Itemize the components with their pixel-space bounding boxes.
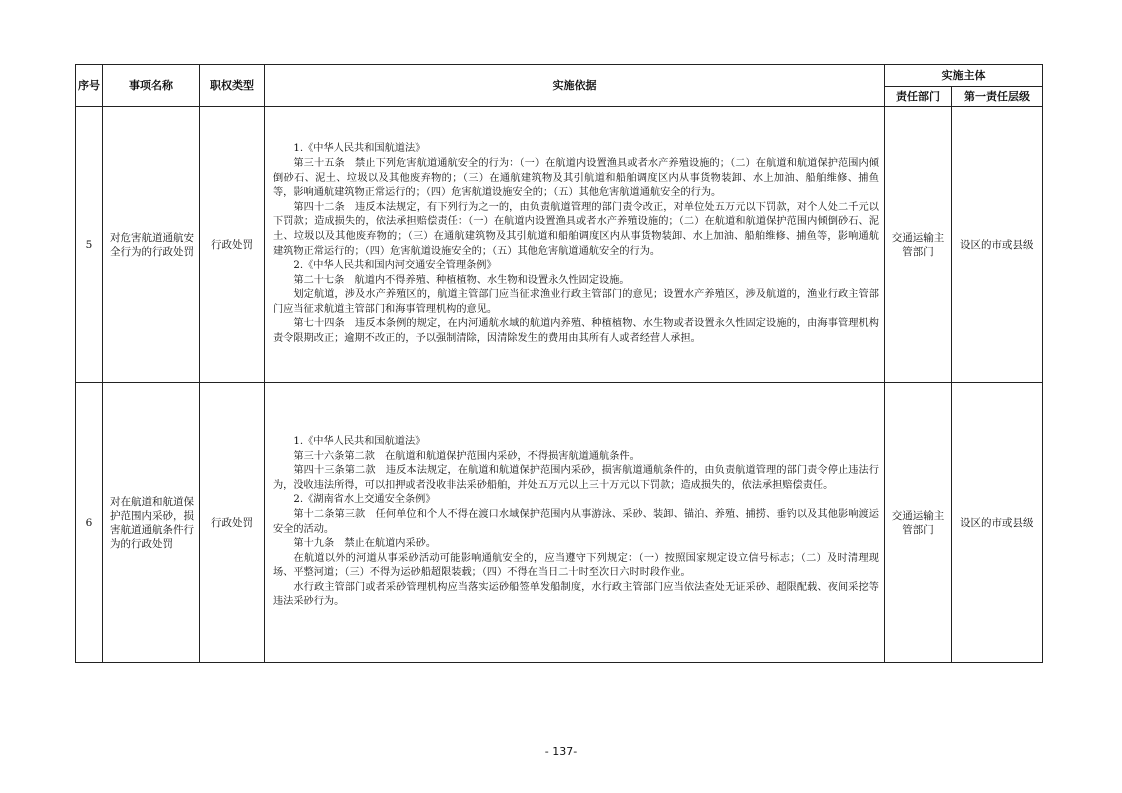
row-seq: 5 — [76, 107, 103, 383]
power-list-table — [75, 64, 1043, 663]
row-basis — [265, 383, 885, 663]
header-dept: 责任部门 — [885, 87, 952, 107]
header-item-name: 事项名称 — [103, 65, 200, 107]
row-power-type: 行政处罚 — [200, 383, 265, 663]
basis-paragraph: 第十二条第三款 任何单位和个人不得在渡口水域保护范围内从事游泳、采砂、装卸、锚泊、养殖、捕捞、垂钓以及其他影响渡运安全的活动。 — [273, 508, 879, 535]
basis-paragraph: 第十九条 禁止在航道内采砂。 — [293, 538, 437, 550]
row-item-name: 对危害航道通航安全行为的行政处罚 — [103, 107, 200, 383]
row-dept: 交通运输主管部门 — [885, 383, 952, 663]
header-basis: 实施依据 — [265, 65, 885, 107]
basis-paragraph: 第四十二条 违反本法规定，有下列行为之一的，由负责航道管理的部门责令改正，对单位处五万元以下罚款，对个人处二千元以下罚款；造成损失的，依法承担赔偿责任：（一）在航道内设置渔具或者水产养殖设施的；（二）在航道和航道保护范围内倾倒砂石、泥土、垃圾以及其他废弃物的；（三）在通航建筑物及其引航道和船舶调度区内从事货物装卸、水上加油、船舶维修、捕鱼等，影响通航建筑物正常运行的；（四）危害航道设施安全的；（五）其他危害航道通航安全的行为。 — [273, 201, 879, 257]
page-number: - 137- — [544, 745, 578, 758]
basis-paragraph: 第四十三条第二款 违反本法规定，在航道和航道保护范围内采砂，损害航道通航条件的，由负责航道管理的部门责令停止违法行为，没收违法所得，可以扣押或者没收非法采砂船舶，并处五万元以上三十万元以下罚款；造成损失的，依法承担赔偿责任。 — [273, 465, 879, 491]
row-item-name: 对在航道和航道保护范围内采砂，损害航道通航条件行为的行政处罚 — [103, 383, 200, 663]
header-level: 第一责任层级 — [952, 87, 1043, 107]
basis-paragraph: 第三十六条第二款 在航道和航道保护范围内采砂，不得损害航道通航条件。 — [293, 450, 640, 462]
basis-paragraph: 第二十七条 航道内不得养殖、种植植物、水生物和设置永久性固定设施。 — [293, 274, 630, 286]
row-level: 设区的市或县级 — [952, 107, 1043, 383]
basis-paragraph: 2.《中华人民共和国内河交通安全管理条例》 — [293, 260, 497, 272]
header-seq: 序号 — [76, 65, 103, 107]
basis-paragraph: 在航道以外的河道从事采砂活动可能影响通航安全的，应当遵守下列规定：（一）按照国家规定设立信号标志；（二）及时清理现场、平整河道；（三）不得为运砂船超限装载；（四）不得在当日二十时至次日六时时段作业。 — [273, 552, 879, 579]
row-power-type: 行政处罚 — [200, 107, 265, 383]
row-level: 设区的市或县级 — [952, 383, 1043, 663]
basis-paragraph: 2.《湖南省水上交通安全条例》 — [293, 494, 436, 506]
basis-text-block — [273, 142, 879, 346]
basis-paragraph: 第七十四条 违反本条例的规定，在内河通航水域的航道内养殖、种植植物、水生物或者设置永久性固定设施的，由海事管理机构责令限期改正；逾期不改正的，予以强制清除，因清除发生的费用由其所有人或者经营人承担。 — [273, 318, 879, 345]
table-row — [76, 383, 1043, 663]
basis-paragraph: 1.《中华人民共和国航道法》 — [293, 143, 426, 155]
basis-paragraph: 水行政主管部门或者采砂管理机构应当落实运砂船签单发船制度，水行政主管部门应当依法查处无证采砂、超限配载、夜间采挖等违法采砂行为。 — [273, 581, 879, 608]
table-row — [76, 107, 1043, 383]
basis-paragraph: 划定航道，涉及水产养殖区的，航道主管部门应当征求渔业行政主管部门的意见；设置水产养殖区，涉及航道的，渔业行政主管部门应当征求航道主管部门和海事管理机构的意见。 — [273, 289, 879, 315]
basis-paragraph: 第三十五条 禁止下列危害航道通航安全的行为：（一）在航道内设置渔具或者水产养殖设施的；（二）在航道和航道保护范围内倾倒砂石、泥土、垃圾以及其他废弃物的；（三）在通航建筑物及其引航道和船舶调度区内从事货物装卸、水上加油、船舶维修、捕鱼等，影响通航建筑物正常运行的；（四）危害航道设施安全的；（五）其他危害航道通航安全的行为。 — [273, 157, 879, 199]
header-row — [76, 65, 1043, 87]
row-seq: 6 — [76, 383, 103, 663]
basis-text-block — [273, 435, 879, 610]
header-power-type: 职权类型 — [200, 65, 265, 107]
header-subject: 实施主体 — [885, 65, 1043, 87]
basis-paragraph: 1.《中华人民共和国航道法》 — [293, 435, 426, 447]
row-dept: 交通运输主管部门 — [885, 107, 952, 383]
row-basis — [265, 107, 885, 383]
